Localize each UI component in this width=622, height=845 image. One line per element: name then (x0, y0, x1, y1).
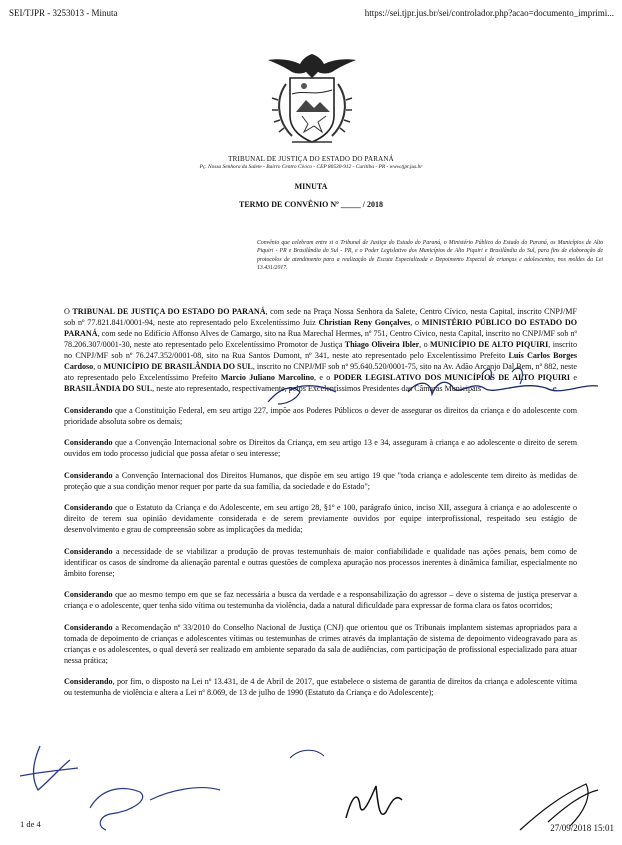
parana-coat-of-arms-icon (256, 50, 368, 152)
considerando-1: Considerando que a Constituição Federal, em seu artigo 227, impõe aos Poderes Públicos o dever de assegurar os direitos da criança e do adolescente com prioridade absoluta sobre os demais; (64, 405, 577, 426)
document-subtitle: TERMO DE CONVÊNIO Nº _____ / 2018 (239, 200, 383, 209)
considerando-4: Considerando que o Estatuto da Criança e do Adolescente, em seu artigo 28, §1º e 100, parágrafo único, inciso XII, assegura à criança e ao adolescente o direito de terem sua opinião devidamente considerada e de serem previamente ouvidos por equipe interprofissional, respeitado seu estágio de desenvolvimento e grau de compreensão sobre as implicações da medida; (64, 503, 577, 534)
url-header: https://sei.tjpr.jus.br/sei/controlador.php?acao=documento_imprimi... (364, 8, 614, 18)
considerando-6: Considerando que ao mesmo tempo em que se faz necessária a busca da verdade e a responsabilização do agressor – deve o sistema de justiça preservar a criança e o adolescente, quer tenha sido vítima ou testemunha da violência, dada a natural dificuldade para expressar de forma clara os fatos ocorridos; (64, 590, 577, 610)
print-datetime: 27/09/2018 15:01 (550, 823, 614, 833)
document-body (64, 306, 577, 709)
document-id-header: SEI/TJPR - 3253013 - Minuta (9, 8, 118, 18)
court-address: Pç. Nossa Senhora da Salete - Bairro Centro Cívico - CEP 80530-912 - Curitiba - PR - www.tjpr.jus.br (199, 164, 423, 170)
parties-paragraph: O TRIBUNAL DE JUSTIÇA DO ESTADO DO PARANÁ, com sede na Praça Nossa Senhora da Salete, Centro Cívico, nesta Capital, inscrito CNPJ/MF sob nº 77.821.841/0001-94, neste ato representado pelo Excelentíssimo Juiz Christian Reny Gonçalves, o MINISTÉRIO PÚBLICO DO ESTADO DO PARANÁ, com sede no Edifício Affonso Alves de Camargo, sito na Rua Marechal Hermes, nº 751, Centro Cívico, nesta Capital, inscrito no CNPJ/MF sob nº 78.206.307/0001-30, neste ato representado pelo Excelentíssimo Promotor de Justiça Thiago Oliveira Ibler, o MUNICÍPIO DE ALTO PIQUIRI, inscrito no CNPJ/MF sob nº 76.247.352/0001-08, sito na Rua Santos Dumont, nº 341, neste ato representado pelo Excelentíssimo Prefeito Luís Carlos Borges Cardoso, o MUNICÍPIO DE BRASILÂNDIA DO SUL, inscrito no CNPJ/MF sob nº 95.640.520/0001-75, sito na Av. Adão Arcanjo Dal Bem, nº 882, neste ato representado pelo Excelentíssimo Prefeito Marcio Juliano Marcolino, e o PODER LEGISLATIVO DOS MUNICÍPIOS DE ALTO PIQUIRI e BRASILÂNDIA DO SUL, neste ato representado, respectivamente, pelos Excelentíssimos Presidentes das Câmaras Municipais e (64, 307, 578, 393)
considerando-3: Considerando a Convenção Internacional dos Direitos Humanos, que dispõe em seu artigo 19 que "toda criança e adolescente tem direito às medidas de proteção que a sua condição menor requer por parte da sua família, da sociedade e do Estado"; (64, 470, 577, 491)
considerando-7: Considerando a Recomendação nº 33/2010 do Conselho Nacional de Justiça (CNJ) que orientou que os Tribunais implantem sistemas apropriados para a tomada de depoimento de crianças e adolescentes vítimas ou testemunhas de crimes através da implantação de sistema de depoimento videogravado para as crianças e os adolescentes, o qual deverá ser realizado em ambiente separado da sala de audiências, com participação de profissional especializado para atuar nessa prática; (64, 622, 577, 665)
court-name: TRIBUNAL DE JUSTIÇA DO ESTADO DO PARANÁ (228, 155, 394, 163)
considerando-2: Considerando que a Convenção Internacional sobre os Direitos da Criança, em seu artigo 13 e 34, asseguram à criança e ao adolescente o direito de serem ouvidos em todo processo judicial que possa afetar o seu interesse; (64, 438, 577, 458)
document-title: MINUTA (294, 182, 328, 191)
ementa-text: Convênio que celebram entre si o Tribunal de Justiça do Estado do Paraná, o Ministério Público do Estado do Paraná, os Municípios de Alto Piquiri - PR e Brasilândia do Sul - PR, e o Poder Legislativo dos Municípios de Alto Piquiri e Brasilândia do Sul, para fins de elaboração de protocolos de atendimento para a realização de Escuta Especializada e Depoimento Especial de crianças e adolescentes, nos moldes da Lei 13.431/2017. (257, 240, 603, 272)
considerando-5: Considerando a necessidade de se viabilizar a produção de provas testemunhais de maior confiabilidade e qualidade nas ações penais, bem como de identificar os casos de síndrome da alienação parental e outras questões de complexa apuração nos processos inerentes à dinâmica familiar, especialmente no âmbito forense; (64, 546, 577, 578)
page-number: 1 de 4 (20, 819, 41, 829)
considerando-8: Considerando, por fim, o disposto na Lei nº 13.431, de 4 de Abril de 2017, que estabelece o sistema de garantia de direitos da criança e adolescente vítima ou testemunha de violência e altera a Lei nº 8.069, de 13 de julho de 1990 (Estatuto da Criança e do Adolescente); (64, 677, 577, 697)
